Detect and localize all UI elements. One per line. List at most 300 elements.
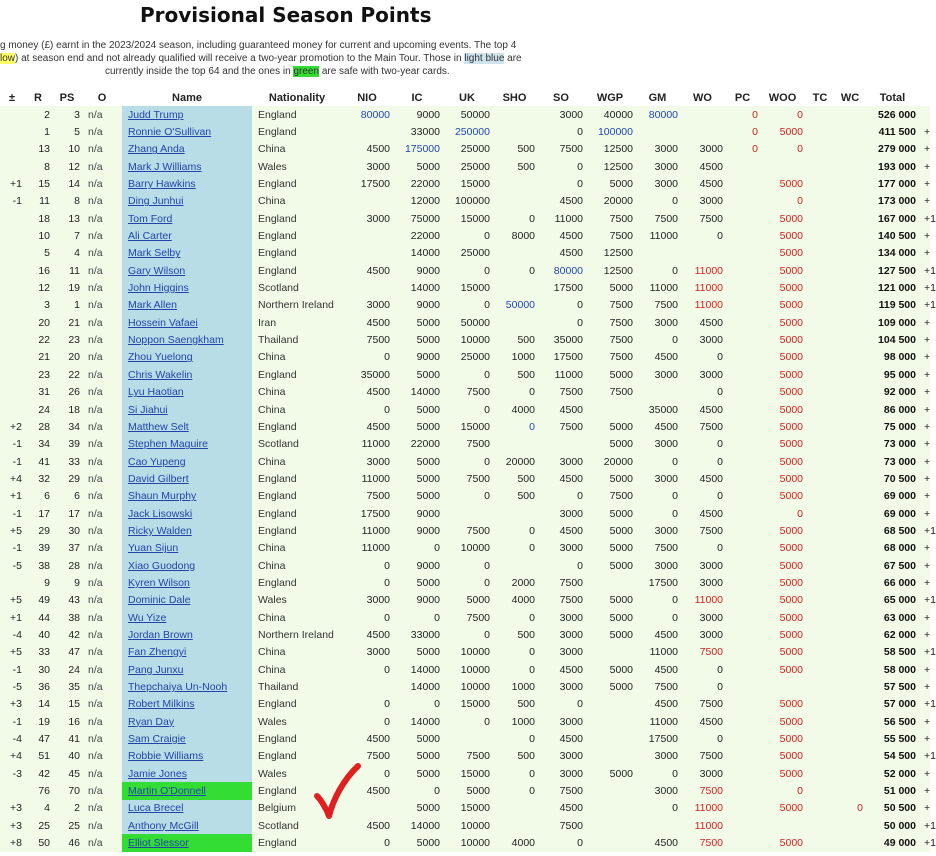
- o-cell: n/a: [88, 178, 103, 191]
- player-name-link[interactable]: Mark Allen: [122, 297, 252, 314]
- points-cell: 9000: [416, 351, 440, 364]
- player-name-link[interactable]: Mark J Williams: [122, 158, 252, 175]
- rank-cell: 39: [38, 542, 50, 555]
- points-cell: 4500: [699, 507, 723, 520]
- rank-cell: 36: [38, 681, 50, 694]
- points-cell: 3000: [699, 767, 723, 780]
- nationality-cell: England: [258, 230, 297, 243]
- player-name-link[interactable]: Wu Yize: [122, 609, 252, 626]
- player-name-link[interactable]: Elliot Slessor: [122, 834, 252, 851]
- previous-seed-cell: 2: [74, 802, 80, 815]
- points-cell: 10000: [460, 663, 490, 676]
- points-cell: 5000: [609, 559, 633, 572]
- player-name-link[interactable]: Kyren Wilson: [122, 574, 252, 591]
- points-cell: 7500: [366, 490, 390, 503]
- rank-change: +5: [10, 646, 22, 659]
- player-name-link[interactable]: Luca Brecel: [122, 800, 252, 817]
- total-cell: 68 000: [883, 542, 916, 555]
- points-cell: 7500: [559, 420, 583, 433]
- previous-seed-cell: 12: [68, 160, 80, 173]
- points-cell: 20000: [603, 455, 633, 468]
- points-cell: [805, 557, 835, 574]
- points-cell: [537, 436, 585, 453]
- points-cell: 0: [672, 490, 678, 503]
- player-name-link[interactable]: Hossein Vafaei: [122, 314, 252, 331]
- points-cell: 22000: [410, 438, 440, 451]
- points-cell: 3000: [559, 455, 583, 468]
- points-cell: 0: [484, 368, 490, 381]
- player-name-link[interactable]: Shaun Murphy: [122, 488, 252, 505]
- points-cell: 7500: [609, 386, 633, 399]
- previous-seed-cell: 1: [74, 299, 80, 312]
- points-cell: [725, 557, 760, 574]
- points-cell: [805, 106, 835, 123]
- total-suffix: +: [924, 715, 931, 728]
- points-cell: [492, 314, 537, 331]
- rank-cell: 50: [38, 837, 50, 850]
- points-cell: 100000: [454, 195, 490, 208]
- points-cell: 4500: [654, 628, 678, 641]
- points-cell: [805, 436, 835, 453]
- points-cell: 4500: [559, 663, 583, 676]
- points-cell: 3000: [654, 559, 678, 572]
- table-header-row: [0, 90, 930, 106]
- rank-change: -5: [12, 559, 22, 572]
- o-cell: n/a: [88, 733, 103, 746]
- player-name-link[interactable]: Zhou Yuelong: [122, 349, 252, 366]
- points-cell: 175000: [404, 143, 440, 156]
- points-cell: 3000: [654, 178, 678, 191]
- points-cell: [805, 245, 835, 262]
- points-cell: 0: [384, 715, 390, 728]
- player-name-link[interactable]: Xiao Guodong: [122, 557, 252, 574]
- table-row: [0, 262, 930, 279]
- player-name-link[interactable]: Ryan Day: [122, 713, 252, 730]
- o-cell: n/a: [88, 594, 103, 607]
- points-cell: [492, 279, 537, 296]
- o-cell: n/a: [88, 767, 103, 780]
- points-cell: 0: [797, 195, 803, 208]
- points-cell: 14000: [410, 247, 440, 260]
- player-name-link[interactable]: John Higgins: [122, 279, 252, 296]
- player-name-link[interactable]: Yuan Sijun: [122, 540, 252, 557]
- player-name-link[interactable]: Judd Trump: [122, 106, 252, 123]
- o-cell: n/a: [88, 368, 103, 381]
- points-cell: 5000: [416, 403, 440, 416]
- points-cell: 7500: [559, 785, 583, 798]
- intro-text: are: [504, 53, 522, 64]
- player-name-link[interactable]: Mark Selby: [122, 245, 252, 262]
- points-cell: 5000: [779, 420, 803, 433]
- points-cell: 11000: [694, 594, 723, 607]
- player-name-link[interactable]: Chris Wakelin: [122, 366, 252, 383]
- points-cell: 5000: [416, 733, 440, 746]
- table-row: [0, 470, 930, 487]
- rank-change: +4: [10, 472, 22, 485]
- player-name-link[interactable]: Barry Hawkins: [122, 175, 252, 192]
- points-cell: 0: [384, 351, 390, 364]
- points-cell: 7500: [466, 750, 490, 763]
- points-cell: 11000: [649, 715, 678, 728]
- points-cell: 0: [797, 108, 803, 121]
- rank-change: [0, 262, 24, 279]
- points-cell: [725, 210, 760, 227]
- points-cell: [725, 505, 760, 522]
- total-cell: 57 500: [883, 681, 916, 694]
- player-name-link[interactable]: Si Jiahui: [122, 401, 252, 418]
- points-cell: 5000: [416, 646, 440, 659]
- rank-change: [0, 297, 24, 314]
- o-cell: n/a: [88, 334, 103, 347]
- player-name-link[interactable]: Ali Carter: [122, 227, 252, 244]
- o-cell: n/a: [88, 750, 103, 763]
- total-cell: 86 000: [883, 403, 916, 416]
- points-cell: 5000: [779, 386, 803, 399]
- table-row: [0, 574, 930, 591]
- player-name-link[interactable]: Ding Junhui: [122, 193, 252, 210]
- points-cell: [725, 314, 760, 331]
- player-name-link[interactable]: Jordan Brown: [122, 626, 252, 643]
- player-name-link[interactable]: Ronnie O'Sullivan: [122, 123, 252, 140]
- points-cell: [805, 384, 835, 401]
- points-cell: 3000: [699, 611, 723, 624]
- o-cell: n/a: [88, 264, 103, 277]
- nationality-cell: China: [258, 646, 286, 659]
- points-cell: 14000: [410, 282, 440, 295]
- points-cell: 7500: [559, 143, 583, 156]
- points-cell: 5000: [779, 351, 803, 364]
- table-row: [0, 609, 930, 626]
- points-cell: 0: [717, 386, 723, 399]
- points-cell: 17500: [553, 282, 583, 295]
- column-header: [920, 90, 930, 106]
- points-cell: 5000: [779, 524, 803, 537]
- nationality-cell: China: [258, 559, 286, 572]
- points-cell: 500: [517, 143, 535, 156]
- points-cell: 12500: [603, 247, 633, 260]
- player-name-link[interactable]: Dominic Dale: [122, 592, 252, 609]
- total-cell: 173 000: [878, 195, 916, 208]
- points-cell: 7500: [559, 386, 583, 399]
- points-cell: 3000: [699, 334, 723, 347]
- points-cell: [835, 297, 865, 314]
- points-cell: 15000: [460, 802, 490, 815]
- o-cell: n/a: [88, 646, 103, 659]
- points-cell: 12500: [603, 160, 633, 173]
- points-cell: [805, 626, 835, 643]
- table-row: [0, 349, 930, 366]
- points-cell: 5000: [609, 420, 633, 433]
- player-name-link[interactable]: Thepchaiya Un-Nooh: [122, 678, 252, 695]
- points-cell: 9000: [416, 108, 440, 121]
- points-cell: 35000: [360, 368, 390, 381]
- player-name-link[interactable]: Pang Junxu: [122, 661, 252, 678]
- nationality-cell: Wales: [258, 767, 287, 780]
- player-name-link[interactable]: Gary Wilson: [122, 262, 252, 279]
- player-name-link[interactable]: Tom Ford: [122, 210, 252, 227]
- points-cell: 5000: [609, 628, 633, 641]
- points-cell: 0: [384, 611, 390, 624]
- points-cell: 5000: [609, 681, 633, 694]
- rank-cell: 41: [38, 455, 50, 468]
- table-row: [0, 384, 930, 401]
- points-cell: [835, 314, 865, 331]
- rank-cell: 25: [38, 819, 50, 832]
- points-cell: 7500: [699, 212, 723, 225]
- rank-change: [0, 574, 24, 591]
- points-cell: 5000: [779, 282, 803, 295]
- points-cell: 7500: [699, 524, 723, 537]
- points-cell: 5000: [779, 750, 803, 763]
- rank-change: +8: [10, 837, 22, 850]
- player-name-link[interactable]: David Gilbert: [122, 470, 252, 487]
- points-cell: 11000: [694, 802, 723, 815]
- total-suffix: [920, 106, 930, 123]
- player-name-link[interactable]: Robert Milkins: [122, 696, 252, 713]
- points-cell: [835, 782, 865, 799]
- total-cell: 62 000: [883, 628, 916, 641]
- table-row: [0, 592, 930, 609]
- table-row: [0, 297, 930, 314]
- table-row: [0, 314, 930, 331]
- points-cell: [835, 696, 865, 713]
- table-row: [0, 488, 930, 505]
- points-cell: 5000: [609, 767, 633, 780]
- total-suffix: +: [924, 178, 931, 191]
- points-cell: [805, 123, 835, 140]
- points-cell: 0: [484, 455, 490, 468]
- points-cell: 4500: [654, 351, 678, 364]
- points-cell: [492, 123, 537, 140]
- table-row: [0, 782, 930, 799]
- season-points-table: [0, 90, 936, 852]
- player-name-link[interactable]: Noppon Saengkham: [122, 331, 252, 348]
- points-cell: 4500: [559, 524, 583, 537]
- rank-cell: 49: [38, 594, 50, 607]
- points-cell: 14000: [410, 715, 440, 728]
- player-name-link[interactable]: Martin O'Donnell: [122, 782, 252, 799]
- total-cell: 193 000: [878, 160, 916, 173]
- points-cell: 5000: [609, 611, 633, 624]
- total-cell: 279 000: [878, 143, 916, 156]
- rank-change: [0, 384, 24, 401]
- points-cell: [835, 141, 865, 158]
- points-cell: [725, 782, 760, 799]
- points-cell: 80000: [360, 108, 390, 121]
- player-name-link[interactable]: Lyu Haotian: [122, 384, 252, 401]
- points-cell: 0: [717, 733, 723, 746]
- previous-seed-cell: 4: [74, 247, 80, 260]
- points-cell: [492, 817, 537, 834]
- points-cell: 3000: [654, 160, 678, 173]
- points-cell: [585, 834, 635, 851]
- o-cell: n/a: [88, 802, 103, 815]
- total-cell: 51 000: [883, 785, 916, 798]
- points-cell: 3000: [366, 646, 390, 659]
- player-name-link[interactable]: Zhang Anda: [122, 141, 252, 158]
- intro-yellow-highlight: low: [0, 53, 16, 64]
- points-cell: [635, 384, 680, 401]
- points-cell: [805, 748, 835, 765]
- player-name-link[interactable]: Ricky Walden: [122, 522, 252, 539]
- points-cell: 0: [484, 628, 490, 641]
- points-cell: [725, 522, 760, 539]
- points-cell: 0: [577, 837, 583, 850]
- rank-change: -1: [12, 542, 22, 555]
- points-cell: 0: [529, 542, 535, 555]
- points-cell: [492, 800, 537, 817]
- total-cell: 73 000: [883, 438, 916, 451]
- points-cell: 0: [672, 195, 678, 208]
- column-header: UK: [442, 90, 492, 106]
- o-cell: n/a: [88, 143, 103, 156]
- total-suffix: +1: [924, 819, 936, 832]
- previous-seed-cell: 15: [68, 698, 80, 711]
- points-cell: 0: [529, 767, 535, 780]
- points-cell: 4500: [366, 733, 390, 746]
- points-cell: 500: [517, 750, 535, 763]
- points-cell: [805, 592, 835, 609]
- points-cell: 0: [484, 299, 490, 312]
- points-cell: 5000: [779, 542, 803, 555]
- column-header: PC: [725, 90, 760, 106]
- points-cell: 10000: [460, 819, 490, 832]
- points-cell: 0: [672, 455, 678, 468]
- player-name-link[interactable]: Matthew Selt: [122, 418, 252, 435]
- player-name-link[interactable]: Robbie Williams: [122, 748, 252, 765]
- table-row: [0, 626, 930, 643]
- points-cell: [835, 175, 865, 192]
- player-name-link[interactable]: Fan Zhengyi: [122, 644, 252, 661]
- points-cell: 11000: [361, 524, 390, 537]
- points-cell: [492, 557, 537, 574]
- points-cell: [725, 384, 760, 401]
- player-name-link[interactable]: Anthony McGill: [122, 817, 252, 834]
- table-row: [0, 834, 930, 851]
- rank-change: -1: [12, 438, 22, 451]
- o-cell: n/a: [88, 715, 103, 728]
- points-cell: [342, 123, 392, 140]
- points-cell: [725, 418, 760, 435]
- table-row: [0, 644, 930, 661]
- points-cell: 0: [672, 611, 678, 624]
- player-name-link[interactable]: Cao Yupeng: [122, 453, 252, 470]
- nationality-cell: China: [258, 143, 286, 156]
- total-cell: 121 000: [878, 282, 916, 295]
- total-cell: 63 000: [883, 611, 916, 624]
- points-cell: [725, 644, 760, 661]
- points-cell: 20000: [603, 195, 633, 208]
- points-cell: 5000: [779, 368, 803, 381]
- o-cell: n/a: [88, 438, 103, 451]
- rank-change: +1: [10, 611, 22, 624]
- points-cell: 0: [717, 438, 723, 451]
- points-cell: 0: [484, 403, 490, 416]
- points-cell: [725, 748, 760, 765]
- column-header: WGP: [585, 90, 635, 106]
- total-suffix: +: [924, 628, 931, 641]
- page-title: Provisional Season Points: [140, 3, 432, 27]
- points-cell: 17500: [360, 507, 390, 520]
- points-cell: 3000: [699, 195, 723, 208]
- player-name-link[interactable]: Jack Lisowski: [122, 505, 252, 522]
- column-header: Total: [865, 90, 920, 106]
- points-cell: 15000: [460, 698, 490, 711]
- player-name-link[interactable]: Jamie Jones: [122, 765, 252, 782]
- points-cell: 0: [577, 126, 583, 139]
- points-cell: 0: [384, 576, 390, 589]
- points-cell: [725, 366, 760, 383]
- points-cell: [835, 609, 865, 626]
- points-cell: 3000: [699, 559, 723, 572]
- points-cell: 3000: [559, 681, 583, 694]
- points-cell: 3000: [559, 611, 583, 624]
- points-cell: [835, 245, 865, 262]
- points-cell: 10000: [460, 837, 490, 850]
- points-cell: [725, 800, 760, 817]
- points-cell: [835, 470, 865, 487]
- previous-seed-cell: 28: [68, 559, 80, 572]
- points-cell: 11000: [694, 299, 723, 312]
- points-cell: [835, 453, 865, 470]
- points-cell: [835, 384, 865, 401]
- points-cell: 3000: [366, 299, 390, 312]
- points-cell: 3000: [559, 715, 583, 728]
- previous-seed-cell: 43: [68, 594, 80, 607]
- points-cell: 7500: [609, 351, 633, 364]
- total-suffix: +1: [924, 282, 936, 295]
- total-cell: 92 000: [883, 386, 916, 399]
- points-cell: 3000: [699, 143, 723, 156]
- o-cell: n/a: [88, 611, 103, 624]
- points-cell: [835, 574, 865, 591]
- previous-seed-cell: 8: [74, 195, 80, 208]
- points-cell: 11000: [361, 472, 390, 485]
- rank-cell: 40: [38, 628, 50, 641]
- previous-seed-cell: 42: [68, 628, 80, 641]
- points-cell: 3000: [699, 576, 723, 589]
- rank-cell: 21: [38, 351, 50, 364]
- points-cell: 500: [517, 490, 535, 503]
- table-row: [0, 696, 930, 713]
- points-cell: 7500: [609, 299, 633, 312]
- player-name-link[interactable]: Stephen Maguire: [122, 436, 252, 453]
- points-cell: [725, 158, 760, 175]
- points-cell: 4500: [366, 316, 390, 329]
- points-cell: 5000: [779, 490, 803, 503]
- nationality-cell: England: [258, 126, 297, 139]
- total-suffix: +1: [924, 594, 936, 607]
- points-cell: 0: [529, 212, 535, 225]
- total-cell: 58 500: [883, 646, 916, 659]
- rank-cell: 14: [38, 698, 50, 711]
- total-suffix: +: [924, 576, 931, 589]
- player-name-link[interactable]: Sam Craigie: [122, 730, 252, 747]
- points-cell: 0: [529, 733, 535, 746]
- previous-seed-cell: 38: [68, 611, 80, 624]
- points-cell: 17500: [648, 576, 678, 589]
- o-cell: n/a: [88, 282, 103, 295]
- points-cell: 33000: [410, 628, 440, 641]
- o-cell: n/a: [88, 698, 103, 711]
- points-cell: 0: [717, 681, 723, 694]
- points-cell: 0: [717, 455, 723, 468]
- points-cell: 50000: [460, 316, 490, 329]
- total-cell: 57 000: [883, 698, 916, 711]
- points-cell: 10000: [460, 542, 490, 555]
- points-cell: 4500: [559, 195, 583, 208]
- points-cell: [725, 245, 760, 262]
